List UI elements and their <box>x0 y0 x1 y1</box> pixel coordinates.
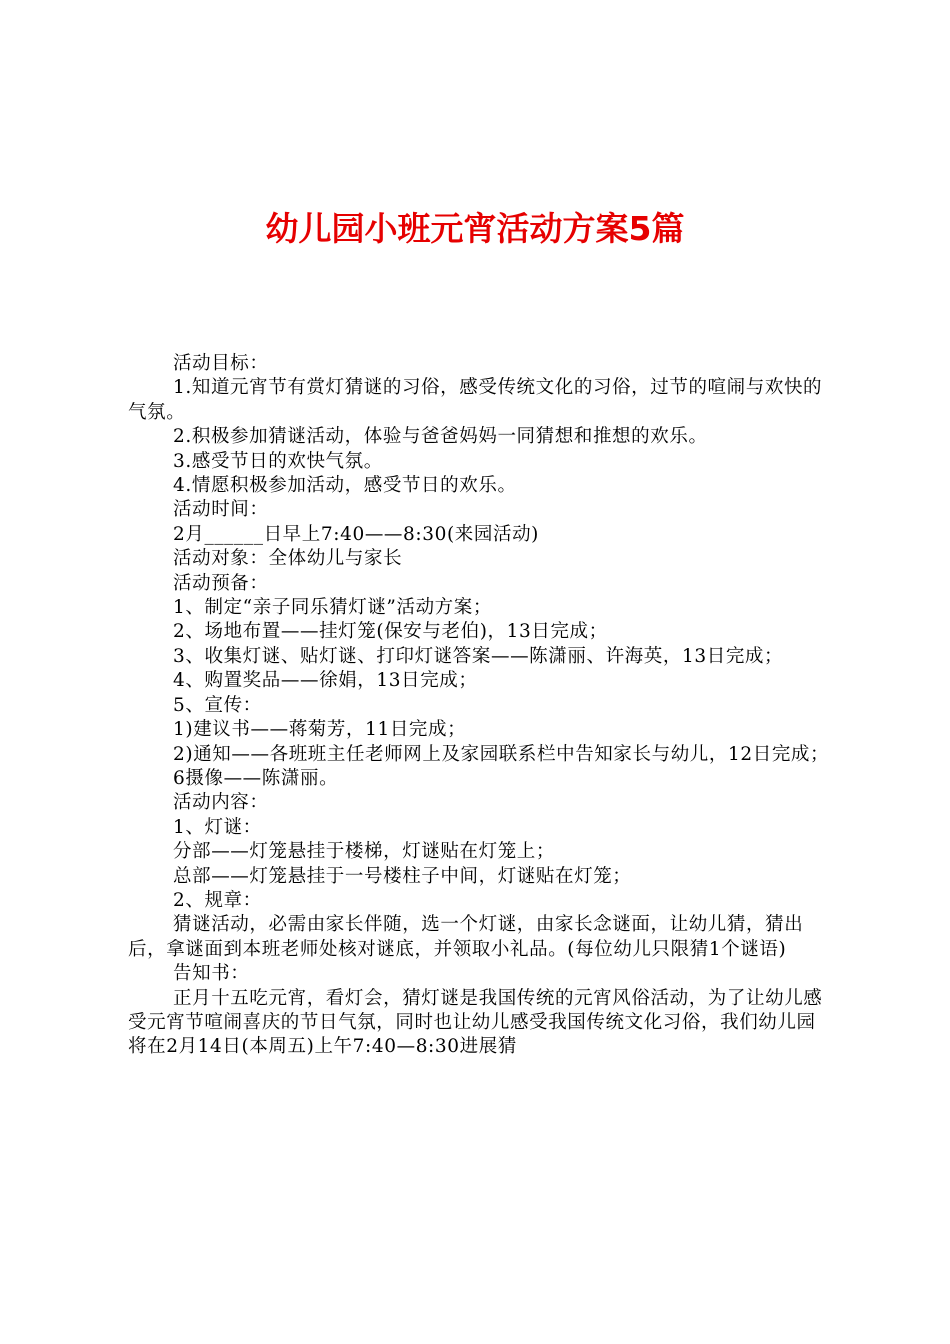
paragraph: 2月______日早上7:40——8:30(来园活动) <box>173 523 539 545</box>
paragraph: 活动时间： <box>173 499 269 521</box>
paragraph: 分部——灯笼悬挂于楼梯，灯谜贴在灯笼上； <box>173 841 556 863</box>
paragraph: 总部——灯笼悬挂于一号楼柱子中间，灯谜贴在灯笼； <box>173 865 632 887</box>
paragraph: 1、制定“亲子同乐猜灯谜”活动方案； <box>173 597 492 619</box>
document-body <box>128 352 833 1060</box>
paragraph: 4.情愿积极参加活动，感受节日的欢乐。 <box>173 475 517 497</box>
paragraph: 3、收集灯谜、贴灯谜、打印灯谜答案——陈潇丽、许海英，13日完成； <box>173 645 784 667</box>
paragraph: 6摄像——陈潇丽。 <box>173 767 339 789</box>
paragraph: 1、灯谜： <box>173 816 262 838</box>
paragraph: 正月十五吃元宵，看灯会，猜灯谜是我国传统的元宵风俗活动，为了让幼儿感受元宵节喧闹喜庆的节日气氛，同时也让幼儿感受我国传统文化习俗，我们幼儿园将在2月14日(本周五)上午7:40—8:30进展猜 <box>128 987 823 1058</box>
paragraph: 2、规章： <box>173 889 262 911</box>
paragraph: 告知书： <box>173 963 250 985</box>
paragraph: 1.知道元宵节有赏灯猜谜的习俗，感受传统文化的习俗，过节的喧闹与欢快的气氛。 <box>128 377 823 423</box>
paragraph: 活动预备： <box>173 572 269 594</box>
paragraph: 活动内容： <box>173 792 269 814</box>
paragraph: 4、购置奖品——徐娟，13日完成； <box>173 670 478 692</box>
paragraph: 活动对象：全体幼儿与家长 <box>173 548 403 570</box>
paragraph: 活动目标： <box>173 353 269 374</box>
paragraph: 5、宣传： <box>173 694 262 716</box>
paragraph: 1)建议书——蒋菊芳，11日完成； <box>173 719 467 741</box>
paragraph: 2、场地布置——挂灯笼(保安与老伯)，13日完成； <box>173 621 608 643</box>
document-title: 幼儿园小班元宵活动方案5篇 <box>265 209 685 248</box>
paragraph: 3.感受节日的欢快气氛。 <box>173 450 383 472</box>
paragraph: 猜谜活动，必需由家长伴随，选一个灯谜，由家长念谜面，让幼儿猜，猜出后，拿谜面到本班老师处核对谜底，并领取小礼品。(每位幼儿只限猜1个谜语) <box>128 914 804 960</box>
paragraph: 2)通知——各班班主任老师网上及家园联系栏中告知家长与幼儿，12日完成； <box>173 743 830 765</box>
paragraph: 2.积极参加猜谜活动，体验与爸爸妈妈一同猜想和推想的欢乐。 <box>173 426 708 448</box>
